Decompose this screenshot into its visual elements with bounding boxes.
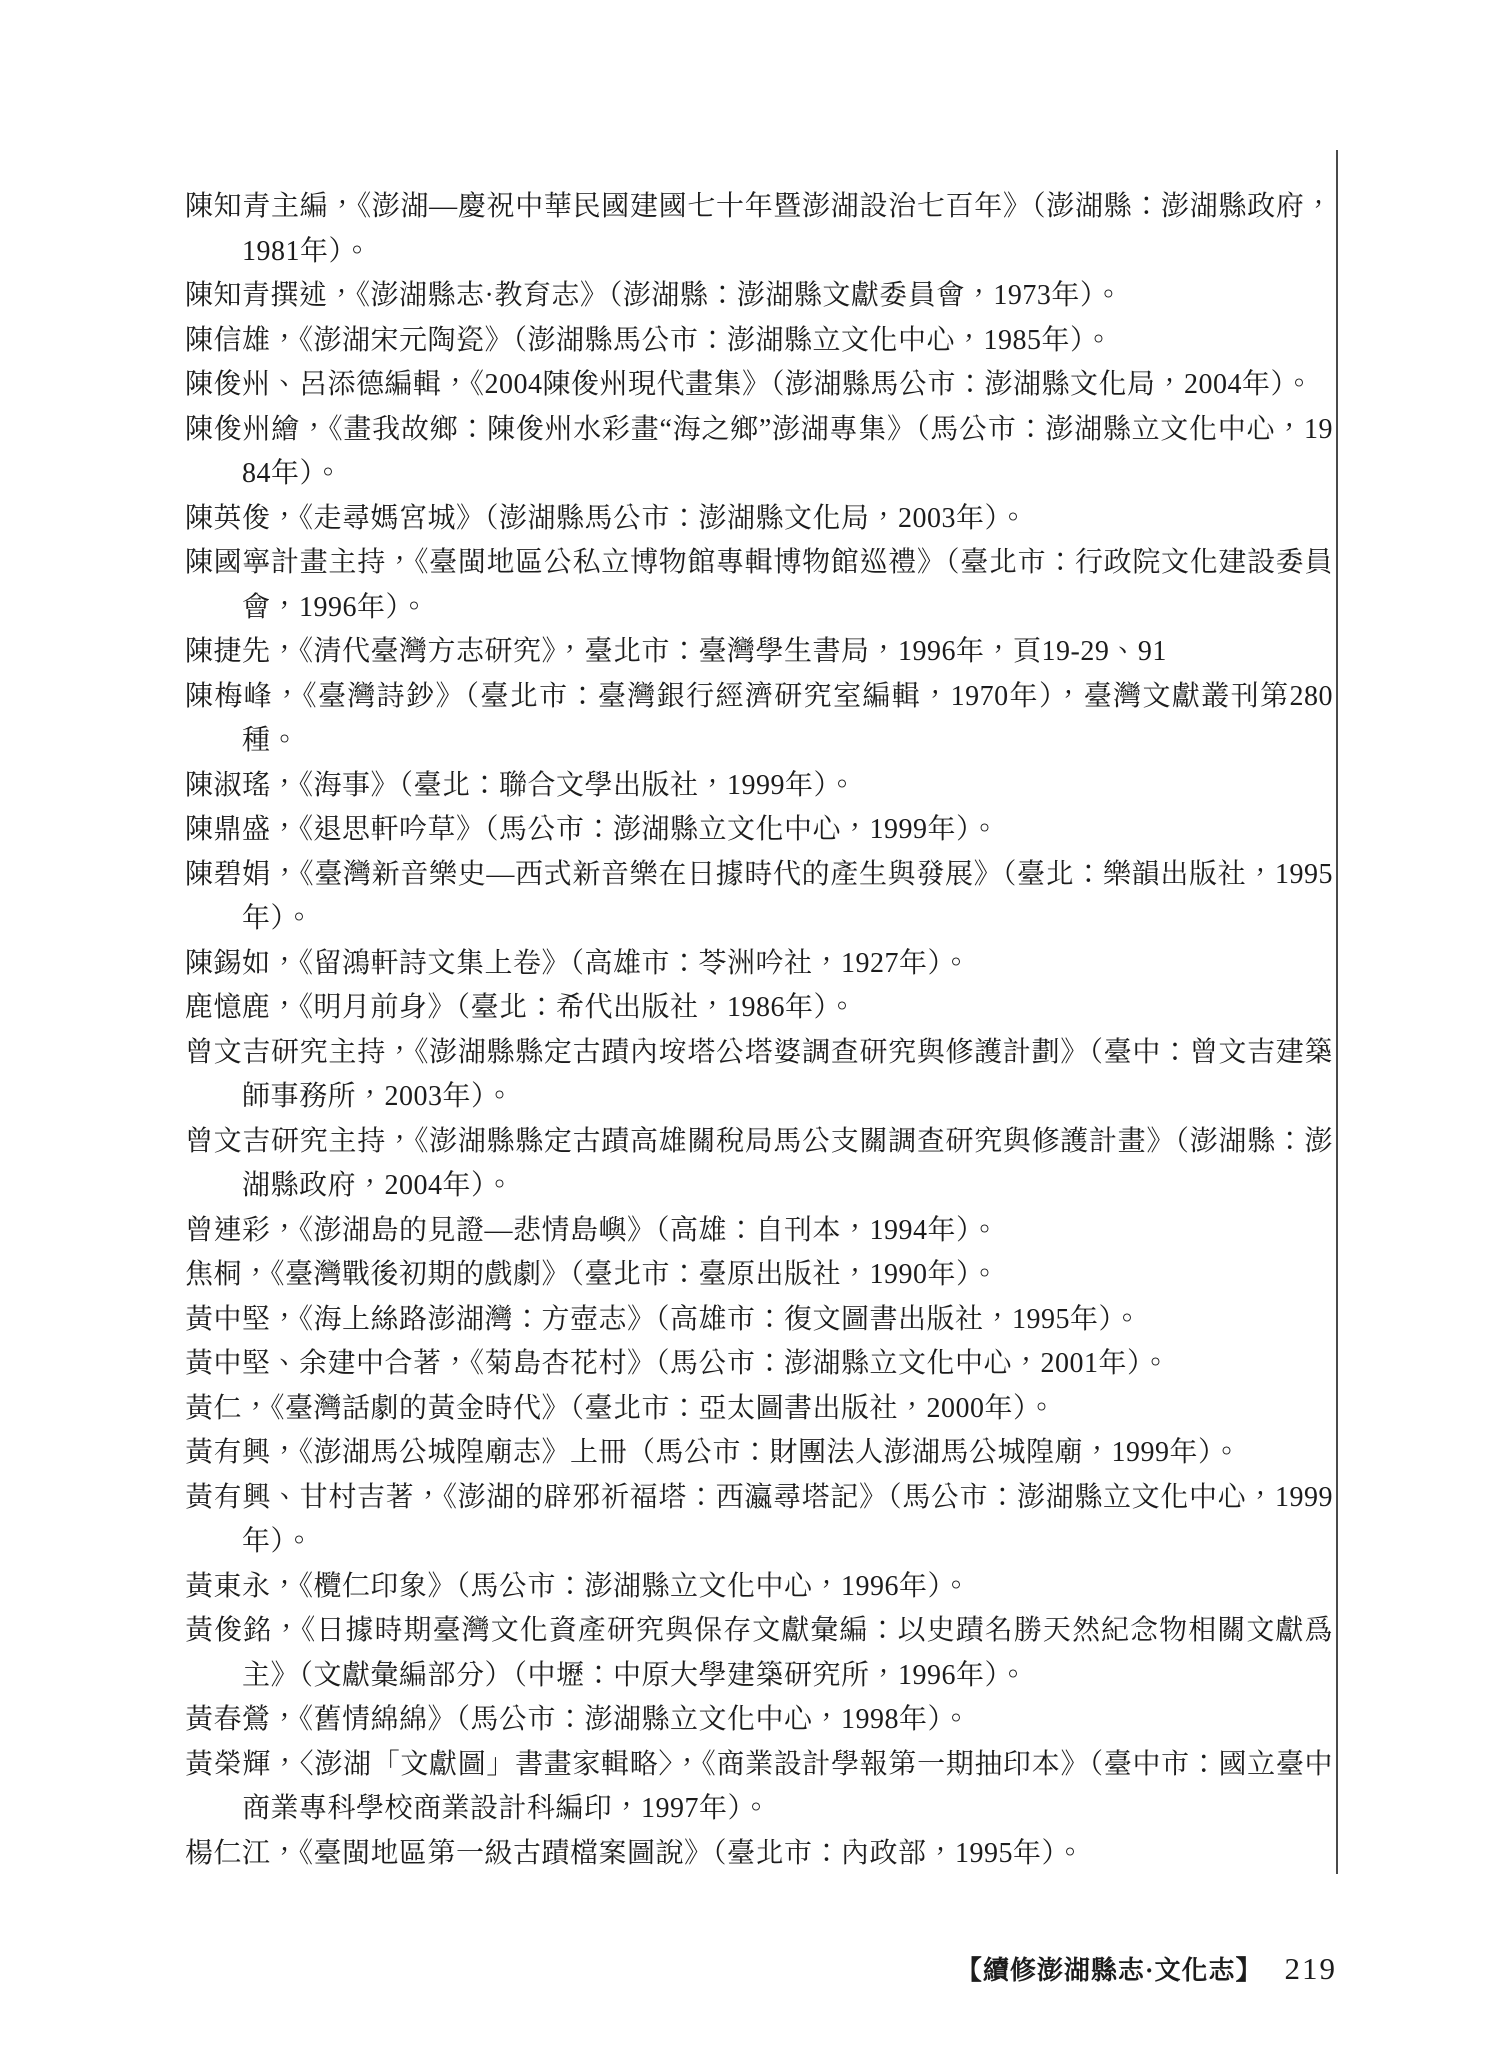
bibliography-entry: 陳捷先，《清代臺灣方志研究》，臺北市：臺灣學生書局，1996年，頁19-29、91 [185, 636, 1167, 667]
bibliography-entry: 黃仁，《臺灣話劇的黃金時代》（臺北市：亞太圖書出版社，2000年）。 [185, 1392, 1057, 1424]
bibliography-entry: 陳俊州繪，《畫我故鄉：陳俊州水彩畫“海之鄉”澎湖專集》（馬公市：澎湖縣立文化中心，1984年）。 [185, 413, 1333, 489]
bibliography-entry: 曾文吉研究主持，《澎湖縣縣定古蹟高雄關稅局馬公支關調查研究與修護計畫》（澎湖縣：澎湖縣政府，2004年）。 [185, 1125, 1333, 1201]
bibliography-entry: 黃有興，《澎湖馬公城隍廟志》上冊（馬公市：財團法人澎湖馬公城隍廟，1999年）。 [185, 1437, 1242, 1468]
bibliography-entry: 黃榮輝，〈澎湖「文獻圖」書畫家輯略〉，《商業設計學報第一期抽印本》（臺中市：國立臺中商業專科學校商業設計科編印，1997年）。 [185, 1748, 1333, 1824]
bibliography-entry: 鹿憶鹿，《明月前身》（臺北：希代出版社，1986年）。 [185, 992, 857, 1023]
footer-book-title: 【續修澎湖縣志·文化志】 [955, 1956, 1263, 1985]
bibliography-entry: 陳梅峰，《臺灣詩鈔》（臺北市：臺灣銀行經濟研究室編輯，1970年），臺灣文獻叢刊第280種。 [185, 680, 1333, 756]
bibliography-entry: 黃春鶯，《舊情綿綿》（馬公市：澎湖縣立文化中心，1998年）。 [185, 1704, 971, 1735]
bibliography-entry: 陳信雄，《澎湖宋元陶瓷》（澎湖縣馬公市：澎湖縣立文化中心，1985年）。 [185, 324, 1114, 356]
bibliography-entry: 陳知青撰述，《澎湖縣志·教育志》（澎湖縣：澎湖縣文獻委員會，1973年）。 [185, 280, 1123, 311]
bibliography-entry: 黃有興、甘村吉著，《澎湖的辟邪祈福塔：西瀛尋塔記》（馬公市：澎湖縣立文化中心，1999年）。 [185, 1481, 1333, 1557]
bibliography-entry: 焦桐，《臺灣戰後初期的戲劇》（臺北市：臺原出版社，1990年）。 [185, 1259, 1000, 1290]
bibliography-entry: 陳俊州、呂添德編輯，《2004陳俊州現代畫集》（澎湖縣馬公市：澎湖縣文化局，2004年）。 [185, 369, 1314, 400]
page-footer [956, 1950, 1337, 1987]
bibliography-entry: 陳國寧計畫主持，《臺閩地區公私立博物館專輯博物館巡禮》（臺北市：行政院文化建設委員會，1996年）。 [185, 547, 1333, 623]
bibliography-entry: 楊仁江，《臺閩地區第一級古蹟檔案圖說》（臺北市：內政部，1995年）。 [185, 1837, 1085, 1869]
bibliography-entry: 陳英俊，《走尋媽宮城》（澎湖縣馬公市：澎湖縣文化局，2003年）。 [185, 502, 1028, 534]
bibliography-entry: 陳鼎盛，《退思軒吟草》（馬公市：澎湖縣立文化中心，1999年）。 [185, 814, 1000, 845]
bibliography-entry: 陳知青主編，《澎湖—慶祝中華民國建國七十年暨澎湖設治七百年》（澎湖縣：澎湖縣政府，1981年）。 [185, 191, 1333, 267]
bibliography-entry: 黃中堅，《海上絲路澎湖灣：方壺志》（高雄市：復文圖書出版社，1995年）。 [185, 1303, 1142, 1335]
bibliography-entry: 黃俊銘，《日據時期臺灣文化資產研究與保存文獻彙編：以史蹟名勝天然紀念物相關文獻爲主》（文獻彙編部分）（中壢：中原大學建築研究所，1996年）。 [185, 1615, 1333, 1691]
bibliography-entry: 陳淑瑤，《海事》（臺北：聯合文學出版社，1999年）。 [185, 769, 857, 801]
page-edge-rule [1336, 150, 1338, 1874]
bibliography-entry: 黃東永，《欖仁印象》（馬公市：澎湖縣立文化中心，1996年）。 [185, 1570, 971, 1602]
bibliography-list [185, 185, 1333, 1876]
bibliography-entry: 黃中堅、余建中合著，《菊島杏花村》（馬公市：澎湖縣立文化中心，2001年）。 [185, 1348, 1171, 1379]
bibliography-entry: 陳碧娟，《臺灣新音樂史—西式新音樂在日據時代的產生與發展》（臺北：樂韻出版社，1995年）。 [185, 858, 1333, 934]
bibliography-entry: 陳錫如，《留鴻軒詩文集上卷》（高雄市：苓洲吟社，1927年）。 [185, 947, 971, 979]
footer-page-number: 219 [1284, 1951, 1337, 1986]
bibliography-entry: 曾連彩，《澎湖島的見證—悲情島嶼》（高雄：自刊本，1994年）。 [185, 1214, 1000, 1246]
bibliography-entry: 曾文吉研究主持，《澎湖縣縣定古蹟內垵塔公塔婆調查研究與修護計劃》（臺中：曾文吉建築師事務所，2003年）。 [185, 1036, 1333, 1112]
